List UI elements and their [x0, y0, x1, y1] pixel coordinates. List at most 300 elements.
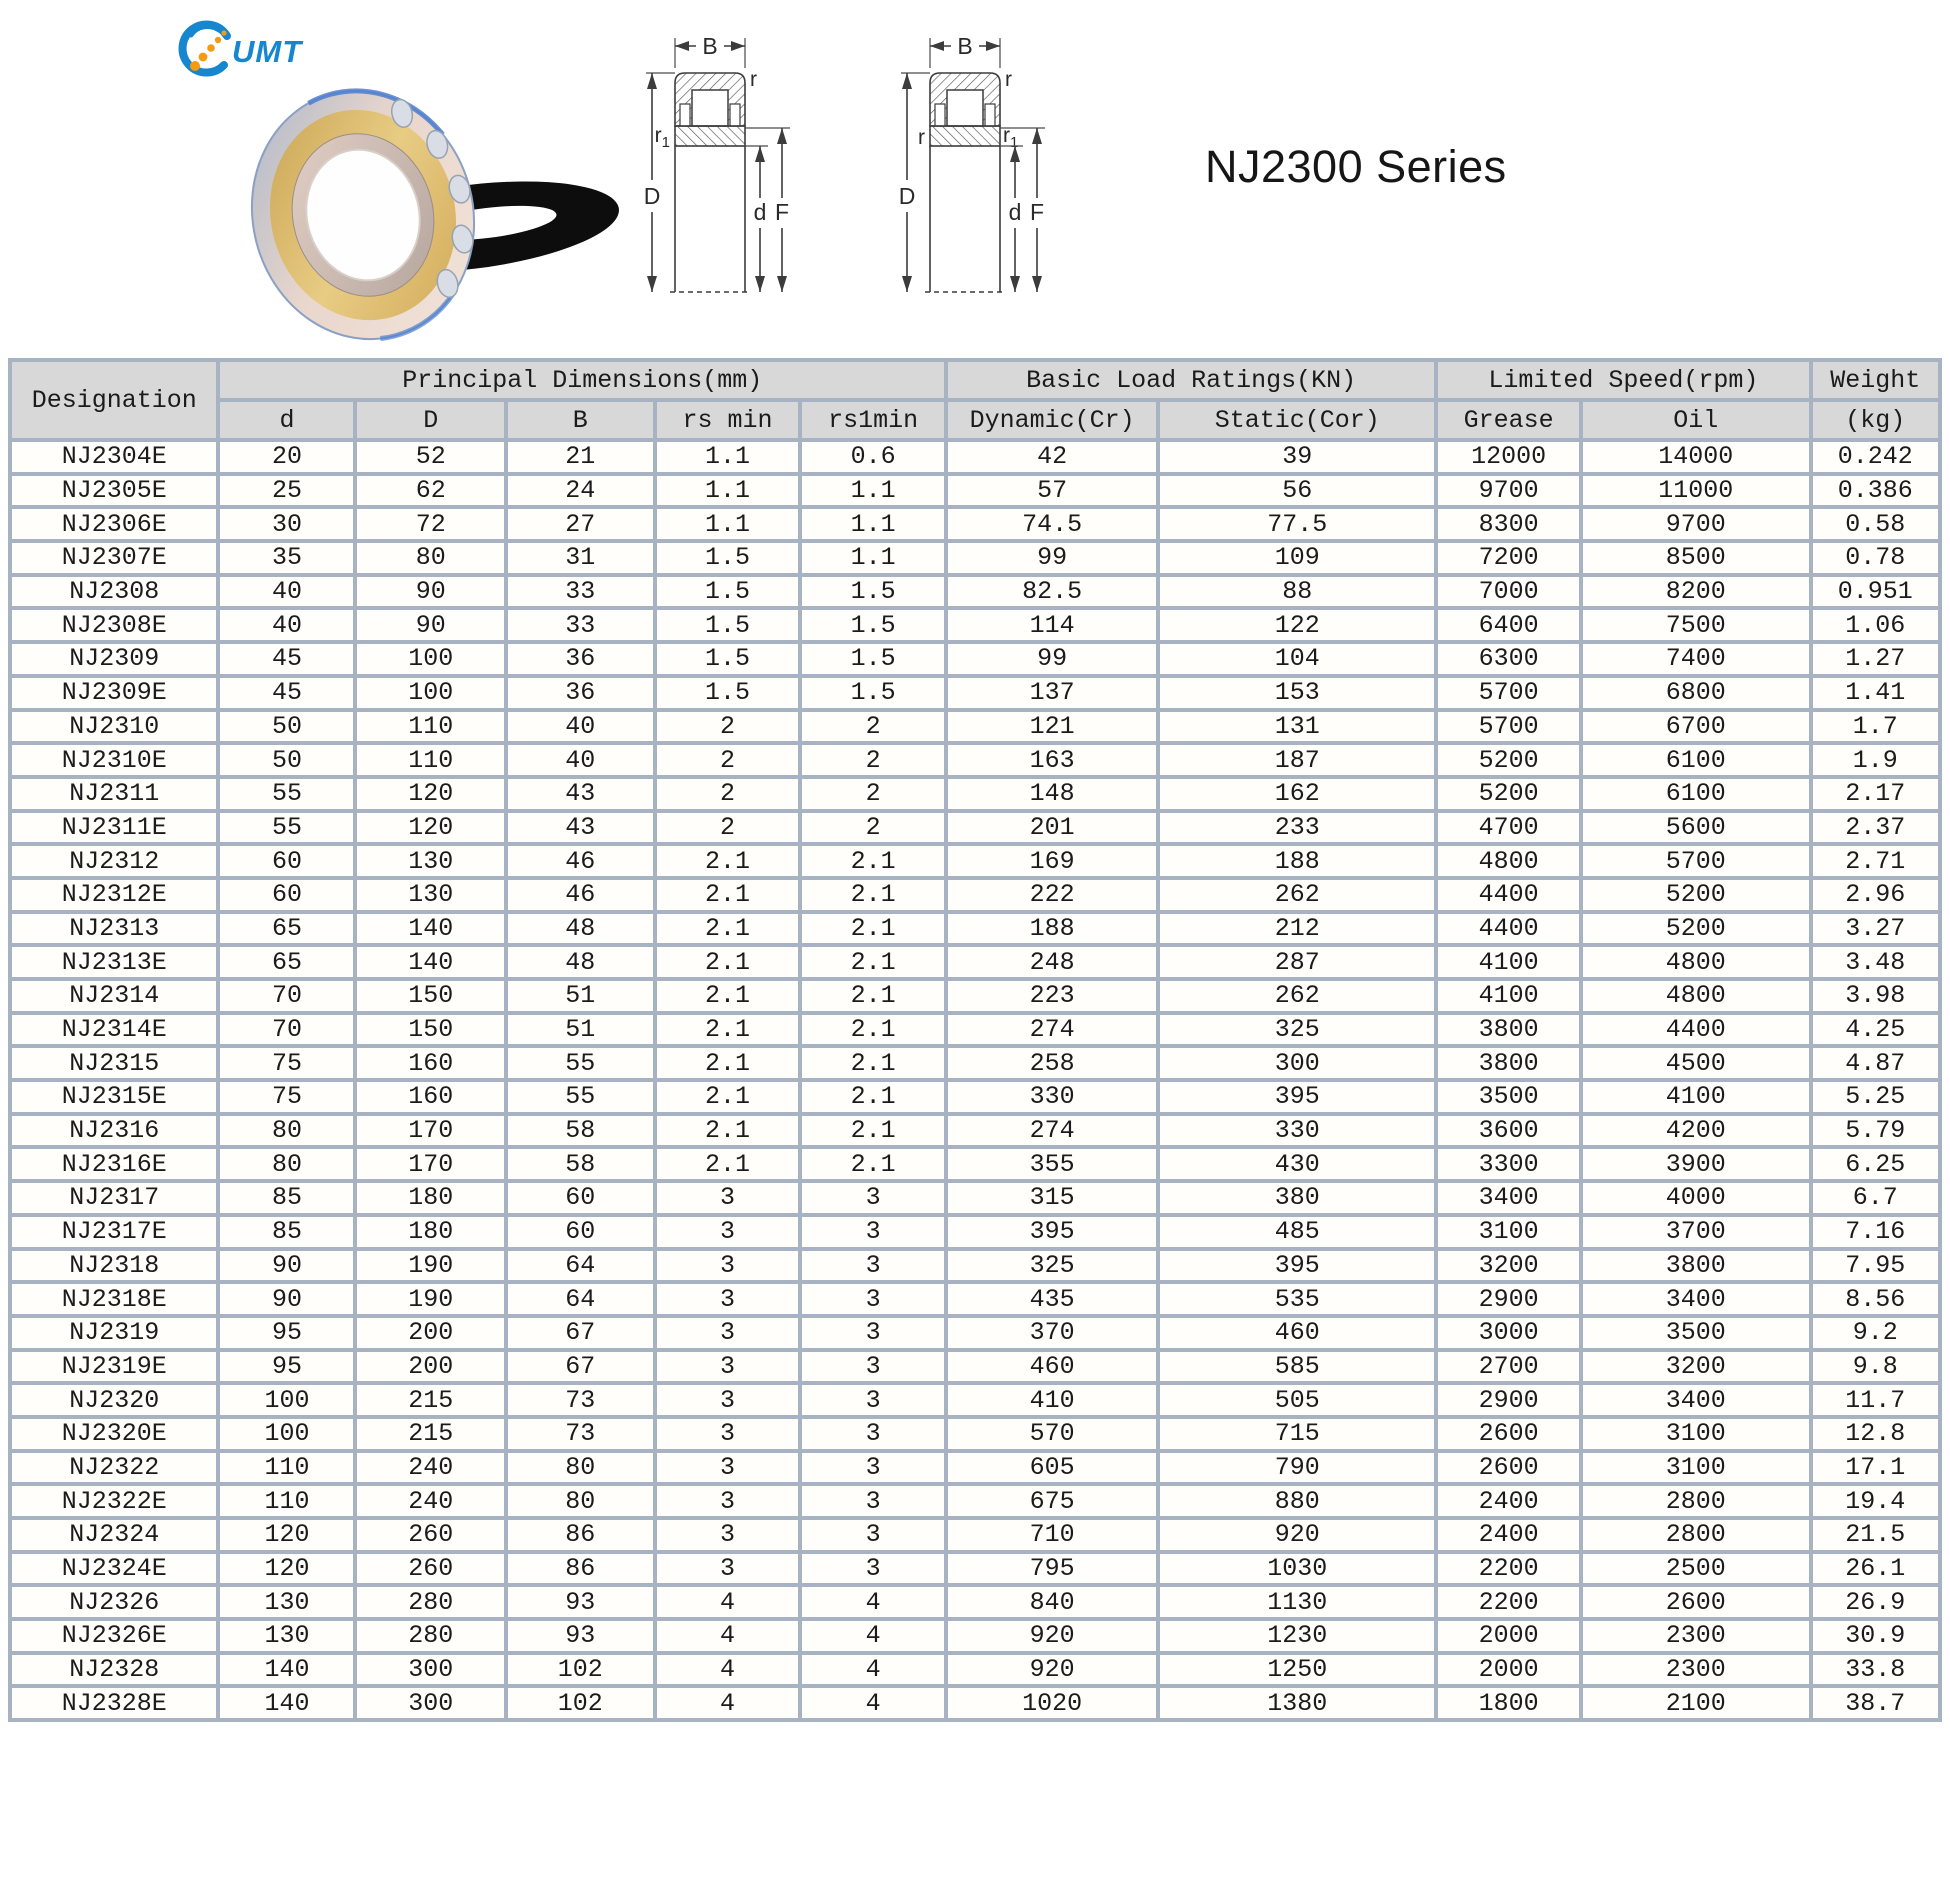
value-cell: 148	[946, 777, 1158, 811]
col-header-kg: (kg)	[1811, 400, 1940, 440]
value-cell: 86	[506, 1552, 655, 1586]
designation-cell: NJ2311E	[10, 811, 218, 845]
table-row	[10, 844, 1940, 878]
value-cell: 2900	[1436, 1383, 1581, 1417]
value-cell: 2	[800, 743, 946, 777]
bearing-cross-section-diagram-right	[895, 20, 1080, 312]
table-row	[10, 1518, 1940, 1552]
value-cell: 5200	[1581, 912, 1811, 946]
value-cell: 85	[218, 1215, 355, 1249]
value-cell: 7.16	[1811, 1215, 1940, 1249]
table-row	[10, 1552, 1940, 1586]
value-cell: 40	[506, 743, 655, 777]
value-cell: 5200	[1436, 743, 1581, 777]
value-cell: 2.37	[1811, 811, 1940, 845]
designation-cell: NJ2310	[10, 710, 218, 744]
value-cell: 95	[218, 1350, 355, 1384]
value-cell: 3	[655, 1417, 801, 1451]
value-cell: 86	[506, 1518, 655, 1552]
value-cell: 85	[218, 1181, 355, 1215]
value-cell: 2600	[1436, 1451, 1581, 1485]
value-cell: 64	[506, 1282, 655, 1316]
value-cell: 460	[946, 1350, 1158, 1384]
value-cell: 380	[1158, 1181, 1436, 1215]
value-cell: 12.8	[1811, 1417, 1940, 1451]
value-cell: 131	[1158, 710, 1436, 744]
table-row	[10, 1181, 1940, 1215]
value-cell: 80	[355, 541, 506, 575]
designation-cell: NJ2314	[10, 979, 218, 1013]
bearing-rings	[224, 66, 501, 357]
value-cell: 99	[946, 541, 1158, 575]
value-cell: 55	[218, 811, 355, 845]
value-cell: 6.25	[1811, 1147, 1940, 1181]
value-cell: 2.1	[655, 912, 801, 946]
value-cell: 30	[218, 507, 355, 541]
value-cell: 56	[1158, 474, 1436, 508]
value-cell: 3	[655, 1451, 801, 1485]
table-row	[10, 912, 1940, 946]
value-cell: 169	[946, 844, 1158, 878]
value-cell: 27	[506, 507, 655, 541]
value-cell: 46	[506, 844, 655, 878]
table-row	[10, 1585, 1940, 1619]
value-cell: 2.1	[800, 979, 946, 1013]
dim-label-B: B	[702, 33, 718, 59]
value-cell: 100	[355, 642, 506, 676]
table-row	[10, 1147, 1940, 1181]
value-cell: 315	[946, 1181, 1158, 1215]
value-cell: 102	[506, 1653, 655, 1687]
value-cell: 163	[946, 743, 1158, 777]
value-cell: 114	[946, 608, 1158, 642]
value-cell: 200	[355, 1316, 506, 1350]
designation-cell: NJ2318E	[10, 1282, 218, 1316]
value-cell: 137	[946, 676, 1158, 710]
designation-cell: NJ2313E	[10, 945, 218, 979]
table-body	[10, 440, 1940, 1720]
value-cell: 2.1	[655, 945, 801, 979]
designation-cell: NJ2314E	[10, 1013, 218, 1047]
value-cell: 430	[1158, 1147, 1436, 1181]
value-cell: 190	[355, 1282, 506, 1316]
value-cell: 262	[1158, 979, 1436, 1013]
value-cell: 3	[655, 1383, 801, 1417]
value-cell: 5700	[1436, 676, 1581, 710]
value-cell: 258	[946, 1046, 1158, 1080]
value-cell: 36	[506, 676, 655, 710]
value-cell: 9700	[1581, 507, 1811, 541]
value-cell: 4400	[1581, 1013, 1811, 1047]
value-cell: 1.5	[655, 541, 801, 575]
value-cell: 58	[506, 1147, 655, 1181]
value-cell: 6100	[1581, 743, 1811, 777]
value-cell: 3	[800, 1484, 946, 1518]
value-cell: 110	[218, 1484, 355, 1518]
table-header	[10, 360, 1940, 440]
value-cell: 17.1	[1811, 1451, 1940, 1485]
value-cell: 150	[355, 1013, 506, 1047]
table-row	[10, 1350, 1940, 1384]
value-cell: 1.27	[1811, 642, 1940, 676]
value-cell: 4700	[1436, 811, 1581, 845]
value-cell: 55	[218, 777, 355, 811]
value-cell: 920	[946, 1653, 1158, 1687]
designation-cell: NJ2318	[10, 1249, 218, 1283]
value-cell: 2.1	[800, 912, 946, 946]
value-cell: 3	[655, 1518, 801, 1552]
value-cell: 7400	[1581, 642, 1811, 676]
table-row	[10, 777, 1940, 811]
value-cell: 3	[800, 1350, 946, 1384]
value-cell: 100	[218, 1383, 355, 1417]
value-cell: 55	[506, 1046, 655, 1080]
value-cell: 75	[218, 1080, 355, 1114]
value-cell: 880	[1158, 1484, 1436, 1518]
value-cell: 52	[355, 440, 506, 474]
value-cell: 40	[218, 608, 355, 642]
value-cell: 80	[218, 1114, 355, 1148]
value-cell: 3	[800, 1451, 946, 1485]
value-cell: 120	[355, 811, 506, 845]
table-row	[10, 878, 1940, 912]
dim-label-D: D	[643, 183, 661, 209]
value-cell: 4	[655, 1619, 801, 1653]
table-row	[10, 440, 1940, 474]
value-cell: 73	[506, 1417, 655, 1451]
value-cell: 180	[355, 1215, 506, 1249]
designation-cell: NJ2322E	[10, 1484, 218, 1518]
table-row	[10, 743, 1940, 777]
header-row-groups	[10, 360, 1940, 400]
value-cell: 223	[946, 979, 1158, 1013]
value-cell: 2	[800, 777, 946, 811]
value-cell: 3100	[1581, 1451, 1811, 1485]
value-cell: 6.7	[1811, 1181, 1940, 1215]
value-cell: 3800	[1436, 1046, 1581, 1080]
value-cell: 30.9	[1811, 1619, 1940, 1653]
value-cell: 2.1	[800, 878, 946, 912]
value-cell: 3800	[1581, 1249, 1811, 1283]
value-cell: 162	[1158, 777, 1436, 811]
value-cell: 2200	[1436, 1552, 1581, 1586]
value-cell: 2100	[1581, 1686, 1811, 1720]
value-cell: 110	[355, 710, 506, 744]
designation-cell: NJ2313	[10, 912, 218, 946]
value-cell: 2	[800, 710, 946, 744]
value-cell: 3	[655, 1552, 801, 1586]
value-cell: 4200	[1581, 1114, 1811, 1148]
value-cell: 1.41	[1811, 676, 1940, 710]
value-cell: 3100	[1581, 1417, 1811, 1451]
value-cell: 248	[946, 945, 1158, 979]
value-cell: 3	[800, 1181, 946, 1215]
value-cell: 35	[218, 541, 355, 575]
value-cell: 33.8	[1811, 1653, 1940, 1687]
value-cell: 72	[355, 507, 506, 541]
value-cell: 505	[1158, 1383, 1436, 1417]
designation-cell: NJ2311	[10, 777, 218, 811]
value-cell: 2.1	[655, 1114, 801, 1148]
value-cell: 188	[1158, 844, 1436, 878]
value-cell: 80	[506, 1451, 655, 1485]
value-cell: 60	[506, 1181, 655, 1215]
value-cell: 99	[946, 642, 1158, 676]
col-header-grease: Grease	[1436, 400, 1581, 440]
value-cell: 570	[946, 1417, 1158, 1451]
value-cell: 5.79	[1811, 1114, 1940, 1148]
value-cell: 5700	[1581, 844, 1811, 878]
col-header-dynamic-cr: Dynamic(Cr)	[946, 400, 1158, 440]
value-cell: 1.1	[655, 474, 801, 508]
value-cell: 675	[946, 1484, 1158, 1518]
value-cell: 24	[506, 474, 655, 508]
value-cell: 300	[355, 1686, 506, 1720]
value-cell: 1.5	[655, 608, 801, 642]
dim-label-d: d	[1008, 199, 1022, 225]
value-cell: 5.25	[1811, 1080, 1940, 1114]
value-cell: 2300	[1581, 1619, 1811, 1653]
value-cell: 74.5	[946, 507, 1158, 541]
umt-logo-text: UMT	[232, 34, 303, 69]
value-cell: 180	[355, 1181, 506, 1215]
value-cell: 2	[800, 811, 946, 845]
value-cell: 395	[1158, 1080, 1436, 1114]
bearing-product-image	[185, 45, 630, 357]
col-header-designation: Designation	[10, 360, 218, 440]
value-cell: 77.5	[1158, 507, 1436, 541]
value-cell: 7000	[1436, 575, 1581, 609]
value-cell: 188	[946, 912, 1158, 946]
col-header-D: D	[355, 400, 506, 440]
value-cell: 3.98	[1811, 979, 1940, 1013]
value-cell: 2	[655, 710, 801, 744]
value-cell: 64	[506, 1249, 655, 1283]
value-cell: 2.1	[655, 979, 801, 1013]
designation-cell: NJ2312E	[10, 878, 218, 912]
value-cell: 274	[946, 1114, 1158, 1148]
designation-cell: NJ2309E	[10, 676, 218, 710]
value-cell: 2700	[1436, 1350, 1581, 1384]
value-cell: 62	[355, 474, 506, 508]
value-cell: 20	[218, 440, 355, 474]
value-cell: 43	[506, 811, 655, 845]
value-cell: 2600	[1436, 1417, 1581, 1451]
value-cell: 1020	[946, 1686, 1158, 1720]
value-cell: 8.56	[1811, 1282, 1940, 1316]
value-cell: 90	[218, 1282, 355, 1316]
value-cell: 90	[355, 575, 506, 609]
value-cell: 395	[946, 1215, 1158, 1249]
table-row	[10, 1686, 1940, 1720]
value-cell: 3400	[1436, 1181, 1581, 1215]
value-cell: 240	[355, 1451, 506, 1485]
value-cell: 330	[1158, 1114, 1436, 1148]
value-cell: 1.5	[655, 575, 801, 609]
value-cell: 4	[800, 1686, 946, 1720]
value-cell: 3	[655, 1181, 801, 1215]
bearing-cross-section-diagram-left	[640, 20, 825, 312]
value-cell: 3	[800, 1417, 946, 1451]
table-row	[10, 1417, 1940, 1451]
value-cell: 11000	[1581, 474, 1811, 508]
value-cell: 3.27	[1811, 912, 1940, 946]
value-cell: 3000	[1436, 1316, 1581, 1350]
col-header-weight: Weight	[1811, 360, 1940, 400]
value-cell: 280	[355, 1585, 506, 1619]
value-cell: 2.1	[655, 878, 801, 912]
value-cell: 5200	[1581, 878, 1811, 912]
value-cell: 260	[355, 1518, 506, 1552]
value-cell: 201	[946, 811, 1158, 845]
value-cell: 5700	[1436, 710, 1581, 744]
dim-label-r1: $r_1$	[1003, 124, 1019, 151]
designation-cell: NJ2309	[10, 642, 218, 676]
value-cell: 39	[1158, 440, 1436, 474]
value-cell: 8500	[1581, 541, 1811, 575]
value-cell: 3	[800, 1249, 946, 1283]
value-cell: 3500	[1436, 1080, 1581, 1114]
designation-cell: NJ2324	[10, 1518, 218, 1552]
value-cell: 102	[506, 1686, 655, 1720]
value-cell: 4	[800, 1619, 946, 1653]
value-cell: 2400	[1436, 1518, 1581, 1552]
value-cell: 4400	[1436, 912, 1581, 946]
value-cell: 31	[506, 541, 655, 575]
designation-cell: NJ2322	[10, 1451, 218, 1485]
value-cell: 9700	[1436, 474, 1581, 508]
table-row	[10, 979, 1940, 1013]
value-cell: 110	[355, 743, 506, 777]
value-cell: 21.5	[1811, 1518, 1940, 1552]
table-row	[10, 1080, 1940, 1114]
col-header-static-cor: Static(Cor)	[1158, 400, 1436, 440]
value-cell: 120	[355, 777, 506, 811]
value-cell: 2.1	[800, 1114, 946, 1148]
designation-cell: NJ2328	[10, 1653, 218, 1687]
value-cell: 240	[355, 1484, 506, 1518]
value-cell: 65	[218, 945, 355, 979]
value-cell: 4100	[1581, 1080, 1811, 1114]
value-cell: 73	[506, 1383, 655, 1417]
value-cell: 3200	[1436, 1249, 1581, 1283]
value-cell: 3	[800, 1383, 946, 1417]
value-cell: 170	[355, 1147, 506, 1181]
value-cell: 90	[218, 1249, 355, 1283]
table-row	[10, 1619, 1940, 1653]
value-cell: 190	[355, 1249, 506, 1283]
value-cell: 140	[355, 945, 506, 979]
value-cell: 3	[655, 1249, 801, 1283]
value-cell: 2.1	[800, 1013, 946, 1047]
table-row	[10, 1484, 1940, 1518]
value-cell: 435	[946, 1282, 1158, 1316]
value-cell: 38.7	[1811, 1686, 1940, 1720]
value-cell: 160	[355, 1046, 506, 1080]
value-cell: 5600	[1581, 811, 1811, 845]
value-cell: 0.242	[1811, 440, 1940, 474]
value-cell: 3400	[1581, 1383, 1811, 1417]
value-cell: 70	[218, 1013, 355, 1047]
value-cell: 325	[1158, 1013, 1436, 1047]
col-header-rs-min: rs min	[655, 400, 801, 440]
value-cell: 215	[355, 1417, 506, 1451]
value-cell: 3	[655, 1215, 801, 1249]
col-group-principal-dimensions: Principal Dimensions(mm)	[218, 360, 946, 400]
value-cell: 300	[355, 1653, 506, 1687]
value-cell: 840	[946, 1585, 1158, 1619]
value-cell: 2.1	[800, 844, 946, 878]
value-cell: 4400	[1436, 878, 1581, 912]
designation-cell: NJ2317E	[10, 1215, 218, 1249]
value-cell: 300	[1158, 1046, 1436, 1080]
value-cell: 3700	[1581, 1215, 1811, 1249]
value-cell: 3300	[1436, 1147, 1581, 1181]
value-cell: 1380	[1158, 1686, 1436, 1720]
designation-cell: NJ2326E	[10, 1619, 218, 1653]
value-cell: 2	[655, 811, 801, 845]
value-cell: 170	[355, 1114, 506, 1148]
designation-cell: NJ2315	[10, 1046, 218, 1080]
value-cell: 4	[655, 1686, 801, 1720]
value-cell: 6400	[1436, 608, 1581, 642]
value-cell: 26.1	[1811, 1552, 1940, 1586]
value-cell: 1.7	[1811, 710, 1940, 744]
value-cell: 1800	[1436, 1686, 1581, 1720]
value-cell: 1130	[1158, 1585, 1436, 1619]
value-cell: 0.386	[1811, 474, 1940, 508]
value-cell: 3	[655, 1282, 801, 1316]
col-group-limited-speed: Limited Speed(rpm)	[1436, 360, 1810, 400]
value-cell: 3.48	[1811, 945, 1940, 979]
dim-label-F: F	[1029, 199, 1045, 225]
value-cell: 70	[218, 979, 355, 1013]
value-cell: 42	[946, 440, 1158, 474]
designation-cell: NJ2305E	[10, 474, 218, 508]
value-cell: 100	[218, 1417, 355, 1451]
value-cell: 3	[800, 1518, 946, 1552]
value-cell: 50	[218, 710, 355, 744]
value-cell: 104	[1158, 642, 1436, 676]
designation-cell: NJ2307E	[10, 541, 218, 575]
value-cell: 120	[218, 1552, 355, 1586]
value-cell: 4800	[1581, 979, 1811, 1013]
designation-cell: NJ2312	[10, 844, 218, 878]
value-cell: 7.95	[1811, 1249, 1940, 1283]
value-cell: 153	[1158, 676, 1436, 710]
value-cell: 200	[355, 1350, 506, 1384]
value-cell: 40	[506, 710, 655, 744]
table-row	[10, 1013, 1940, 1047]
value-cell: 1.5	[800, 642, 946, 676]
value-cell: 140	[355, 912, 506, 946]
value-cell: 370	[946, 1316, 1158, 1350]
value-cell: 140	[218, 1653, 355, 1687]
value-cell: 50	[218, 743, 355, 777]
value-cell: 3900	[1581, 1147, 1811, 1181]
value-cell: 1.9	[1811, 743, 1940, 777]
value-cell: 2	[655, 743, 801, 777]
dim-label-F: F	[774, 199, 790, 225]
designation-cell: NJ2304E	[10, 440, 218, 474]
value-cell: 2.1	[800, 945, 946, 979]
value-cell: 130	[218, 1585, 355, 1619]
value-cell: 355	[946, 1147, 1158, 1181]
value-cell: 8200	[1581, 575, 1811, 609]
value-cell: 12000	[1436, 440, 1581, 474]
value-cell: 2600	[1581, 1585, 1811, 1619]
value-cell: 14000	[1581, 440, 1811, 474]
